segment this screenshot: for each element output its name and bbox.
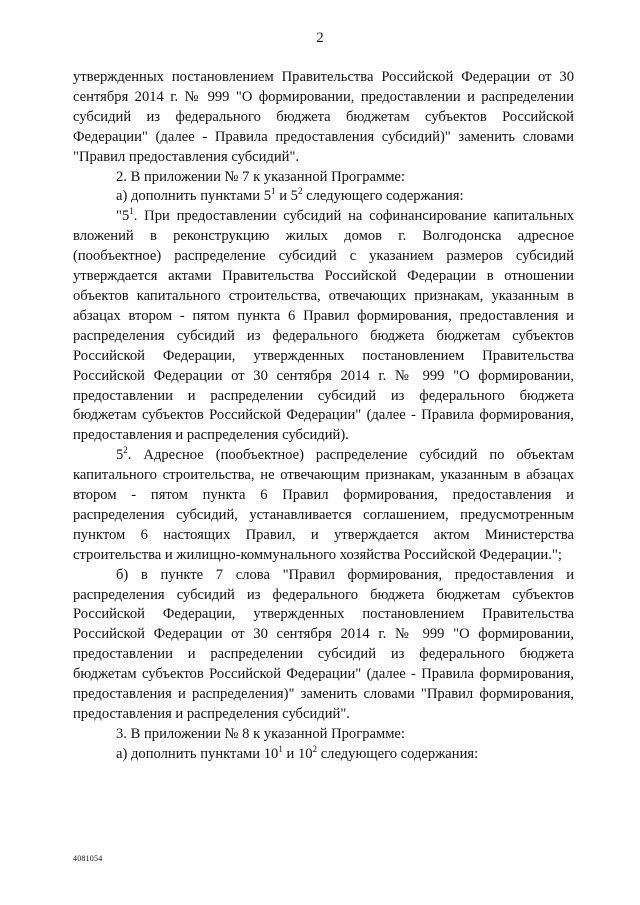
paragraph-item-2: 2. В приложении № 7 к указанной Программе: <box>116 168 405 185</box>
paragraph-point-5-2: $5^2$. Адресное (пообъектное) распределение субсидий по объектам капитального строительства, не отвечающим признакам, указанным в абзацах втором - пятом пункта 6 Правил формирования, предоставления и распределения субсидий, устанавливается соглашением, предусмотренным пунктом 6 настоящих Правил, и утверждается актом Министерства строительства и жилищно-коммунального хозяйства Российской Федерации."; <box>73 445 574 563</box>
paragraph-subitem-a: а) дополнить пунктами $5^1$ и $5^2$ следующего содержания: <box>116 186 464 205</box>
paragraph-subitem-a-2: а) дополнить пунктами $10^1$ и $10^2$ следующего содержания: <box>116 743 479 762</box>
paragraph-continuation: утвержденных постановлением Правительства Российской Федерации от 30 сентября 2014 г. № 999 "О формировании, предоставлении и распределении субсидий из федерального бюджета бюджетам субъектов Российской Федерации" (далее - Правила предоставления субсидий)" заменить словами "Правил предоставления субсидий". <box>73 69 574 165</box>
document-code: 4081054 <box>73 854 103 863</box>
document-body <box>73 68 574 765</box>
paragraph-subitem-b: б) в пункте 7 слова "Правил формирования, предоставления и распределения субсидий из федерального бюджета бюджетам субъектов Российской Федерации, утвержденных постановлением Правительства Российской Федерации от 30 сентября 2014 г. № 999 "О формировании, предоставлении и распределении субсидий из федерального бюджета бюджетам субъектов Российской Федерации" (далее - Правила формирования, предоставления и распределения)" заменить словами "Правил формирования, предоставления и распределения субсидий". <box>73 566 574 722</box>
paragraph-item-3: 3. В приложении № 8 к указанной Программе: <box>116 725 405 742</box>
page-number: 2 <box>316 30 324 46</box>
paragraph-point-5-1: "$5^1$. При предоставлении субсидий на софинансирование капитальных вложений в реконструкцию жилых домов г. Волгодонска адресное (пообъектное) распределение субсидий с указанием размеров субсидий утверждается актами Правительства Российской Федерации в отношении объектов капитального строительства, отвечающих признакам, указанным в абзацах втором - пятом пункта 6 Правил формирования, предоставления и распределения субсидий из федерального бюджета бюджетам субъектов Российской Федерации, утвержденных постановлением Правительства Российской Федерации от 30 сентября 2014 г. № 999 "О формировании, предоставлении и распределении субсидий из федерального бюджета бюджетам субъектов Российской Федерации" (далее - Правила формирования, предоставления и распределения субсидий). <box>73 206 574 444</box>
